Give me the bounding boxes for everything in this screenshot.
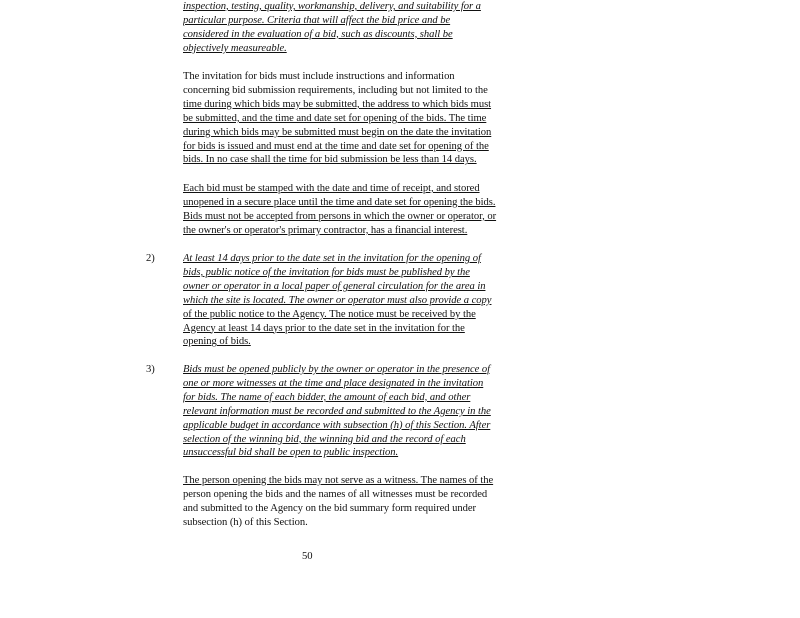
- invitation-paragraph: [183, 70, 548, 167]
- text-line: Bids must not be accepted from persons in which the owner or operator, or: [183, 210, 497, 222]
- text-line: selection of the winning bid, the winning bid and the record of each: [183, 433, 466, 445]
- text-line: concerning bid submission requirements, including but not limited to the: [183, 84, 488, 96]
- text-line: relevant information must be recorded and submitted to the Agency in the: [183, 405, 491, 417]
- text-line: unsuccessful bid shall be open to public inspection.: [183, 447, 399, 459]
- text-line: during which bids may be submitted must begin on the date the invitation: [183, 126, 492, 138]
- text-line: bids, public notice of the invitation for bids must be published by the: [183, 266, 470, 278]
- witness-paragraph: [183, 474, 548, 530]
- text-line: considered in the evaluation of a bid, such as discounts, shall be: [183, 28, 453, 40]
- text-line: At least 14 days prior to the date set in the invitation for the opening of: [183, 253, 481, 264]
- text-line: the owner's or operator's primary contractor, has a financial interest.: [183, 224, 468, 236]
- text-line: opening of bids.: [183, 336, 251, 348]
- text-line: one or more witnesses at the time and place designated in the invitation: [183, 377, 484, 389]
- text-line: applicable budget in accordance with subsection (h) of this Section. After: [183, 419, 491, 431]
- text-line: bids. In no case shall the time for bid submission be less than 14 days.: [183, 154, 477, 166]
- text-line: unopened in a secure place until the time and date set for opening the bids.: [183, 196, 496, 208]
- text-line: Agency at least 14 days prior to the date set in the invitation for the: [183, 322, 465, 334]
- page-number: 50: [302, 551, 313, 562]
- item-number-3: 3): [146, 364, 155, 375]
- item-3-paragraph: [183, 363, 548, 460]
- text-line: be submitted, and the time and date set for opening of the bids. The time: [183, 112, 487, 124]
- item-2-paragraph: [183, 252, 548, 349]
- text-line: Bids must be opened publicly by the owner or operator in the presence of: [183, 364, 490, 375]
- text-line: particular purpose. Criteria that will affect the bid price and be: [183, 14, 451, 26]
- text-line: The person opening the bids may not serve as a witness. The names of the: [183, 475, 494, 486]
- text-line: and submitted to the Agency on the bid summary form required under: [183, 502, 476, 514]
- text-line: Each bid must be stamped with the date and time of receipt, and stored: [183, 183, 480, 194]
- text-line: of the public notice to the Agency. The notice must be received by the: [183, 308, 476, 320]
- text-line: for bids is issued and must end at the time and date set for opening of the: [183, 140, 489, 152]
- text-line: for bids. The name of each bidder, the amount of each bid, and other: [183, 391, 471, 403]
- text-line: inspection, testing, quality, workmanship, delivery, and suitability for a: [183, 1, 481, 12]
- text-line: which the site is located. The owner or operator must also provide a copy: [183, 294, 492, 306]
- text-line: time during which bids may be submitted, the address to which bids must: [183, 98, 492, 110]
- intro-paragraph: [183, 0, 548, 56]
- text-line: The invitation for bids must include instructions and information: [183, 71, 455, 82]
- text-line: owner or operator in a local paper of general circulation for the area in: [183, 280, 486, 292]
- item-number-2: 2): [146, 253, 155, 264]
- text-line: objectively measureable.: [183, 42, 287, 54]
- stamped-paragraph: [183, 182, 548, 238]
- text-line: person opening the bids and the names of all witnesses must be recorded: [183, 488, 488, 500]
- text-line: subsection (h) of this Section.: [183, 516, 308, 528]
